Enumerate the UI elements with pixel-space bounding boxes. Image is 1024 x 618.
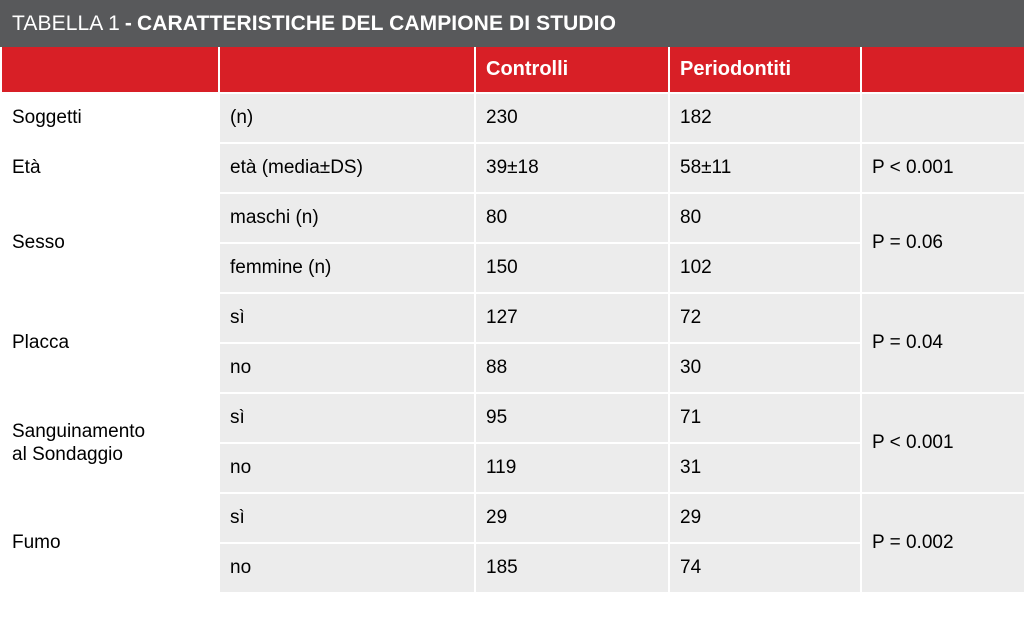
row-value-periodontiti: 31 [669, 443, 861, 493]
row-pvalue: P < 0.001 [861, 393, 1024, 493]
row-measure: sì [219, 393, 475, 443]
row-value-controlli: 95 [475, 393, 669, 443]
row-label-line1: Sanguinamento [12, 420, 146, 442]
row-measure: femmine (n) [219, 243, 475, 293]
row-value-controlli: 127 [475, 293, 669, 343]
header-cell-pvalue [861, 47, 1024, 93]
table-header-row [1, 47, 1024, 93]
table-caption-title: CARATTERISTICHE DEL CAMPIONE DI STUDIO [137, 11, 617, 35]
row-measure: maschi (n) [219, 193, 475, 243]
header-cell-controlli: Controlli [475, 47, 669, 93]
table-row [1, 493, 1024, 543]
row-value-periodontiti: 80 [669, 193, 861, 243]
row-label-sesso: Sesso [1, 193, 219, 293]
row-pvalue: P = 0.06 [861, 193, 1024, 293]
table-row [1, 293, 1024, 343]
row-value-controlli: 88 [475, 343, 669, 393]
row-value-controlli: 230 [475, 93, 669, 143]
row-value-periodontiti: 74 [669, 543, 861, 593]
row-measure: età (media±DS) [219, 143, 475, 193]
row-value-periodontiti: 72 [669, 293, 861, 343]
table-row [1, 193, 1024, 243]
row-measure: no [219, 343, 475, 393]
row-label-soggetti: Soggetti [1, 93, 219, 143]
row-measure: no [219, 543, 475, 593]
row-measure: sì [219, 493, 475, 543]
table-caption [0, 0, 1024, 47]
row-value-periodontiti: 58±11 [669, 143, 861, 193]
row-value-periodontiti: 182 [669, 93, 861, 143]
table-row [1, 93, 1024, 143]
row-value-periodontiti: 71 [669, 393, 861, 443]
header-cell-periodontiti: Periodontiti [669, 47, 861, 93]
row-measure: sì [219, 293, 475, 343]
row-value-controlli: 39±18 [475, 143, 669, 193]
characteristics-table [0, 47, 1024, 594]
table-row [1, 393, 1024, 443]
row-label-fumo: Fumo [1, 493, 219, 593]
row-label-eta: Età [1, 143, 219, 193]
row-value-periodontiti: 102 [669, 243, 861, 293]
row-measure: no [219, 443, 475, 493]
header-cell-measure [219, 47, 475, 93]
row-value-controlli: 150 [475, 243, 669, 293]
row-label-line2: al Sondaggio [12, 444, 123, 465]
row-value-controlli: 119 [475, 443, 669, 493]
table-caption-dash: - [124, 11, 133, 35]
header-cell-variable [1, 47, 219, 93]
table-body [1, 93, 1024, 593]
row-measure: (n) [219, 93, 475, 143]
table-head [1, 47, 1024, 93]
row-value-controlli: 80 [475, 193, 669, 243]
row-value-periodontiti: 29 [669, 493, 861, 543]
table-row [1, 143, 1024, 193]
table-caption-label: TABELLA 1 [12, 11, 120, 35]
row-pvalue: P = 0.04 [861, 293, 1024, 393]
row-pvalue [861, 93, 1024, 143]
row-pvalue: P = 0.002 [861, 493, 1024, 593]
row-value-periodontiti: 30 [669, 343, 861, 393]
row-value-controlli: 29 [475, 493, 669, 543]
row-pvalue: P < 0.001 [861, 143, 1024, 193]
row-label-placca: Placca [1, 293, 219, 393]
row-value-controlli: 185 [475, 543, 669, 593]
row-label-sanguinamento [1, 393, 219, 493]
